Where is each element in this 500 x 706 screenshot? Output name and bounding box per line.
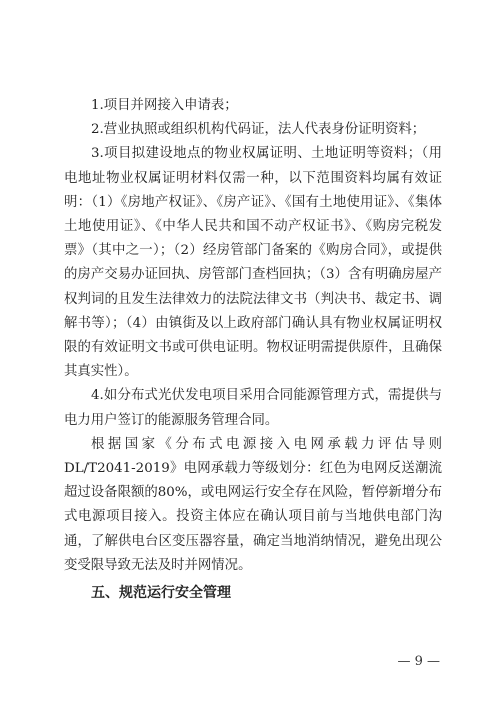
body-paragraph: 根据国家《分布式电源接入电网承载力评估导则DL/T2041-2019》电网承载力等级划分：红色为电网反送潮流超过设备限额的80%，或电网运行安全存在风险，暂停新增分布式电源项目接入。投资主体应在确认项目前与当地供电部门沟通，了解供电台区变压器容量，确定当地消纳情况，避免出现公变受限导致无法及时并网情况。 (64, 436, 442, 573)
list-item-4: 4.如分布式光伏发电项目采用合同能源管理方式，需提供与电力用户签订的能源服务管理合同。 (64, 388, 442, 428)
list-item-2: 2.营业执照或组织机构代码证，法人代表身份证明资料； (91, 122, 426, 138)
document-body (64, 94, 442, 606)
list-item-3: 3.项目拟建设地点的物业权属证明、土地证明等资料；（用电地址物业权属证明材料仅需一种，以下范围资料均属有效证明：（1）《房地产权证》、《房产证》、《国有土地使用证》、《集体土地使用证》、《中华人民共和国不动产权证书》、《购房完税发票》（其中之一）；（2）经房管部门备案的《购房合同》，或提供的房产交易办证回执、房管部门查档回执；（3）含有明确房屋产权判词的且发生法律效力的法院法律文书（判决书、裁定书、调解书等）；（4）由镇街及以上政府部门确认具有物业权属证明权限的有效证明文书或可供电证明。物权证明需提供原件，且确保其真实性）。 (64, 146, 442, 380)
list-item-1: 1.项目并网接入申请表； (91, 98, 238, 113)
section-heading: 五、规范运行安全管理 (91, 585, 231, 602)
page-number: — 9 — (397, 654, 440, 669)
